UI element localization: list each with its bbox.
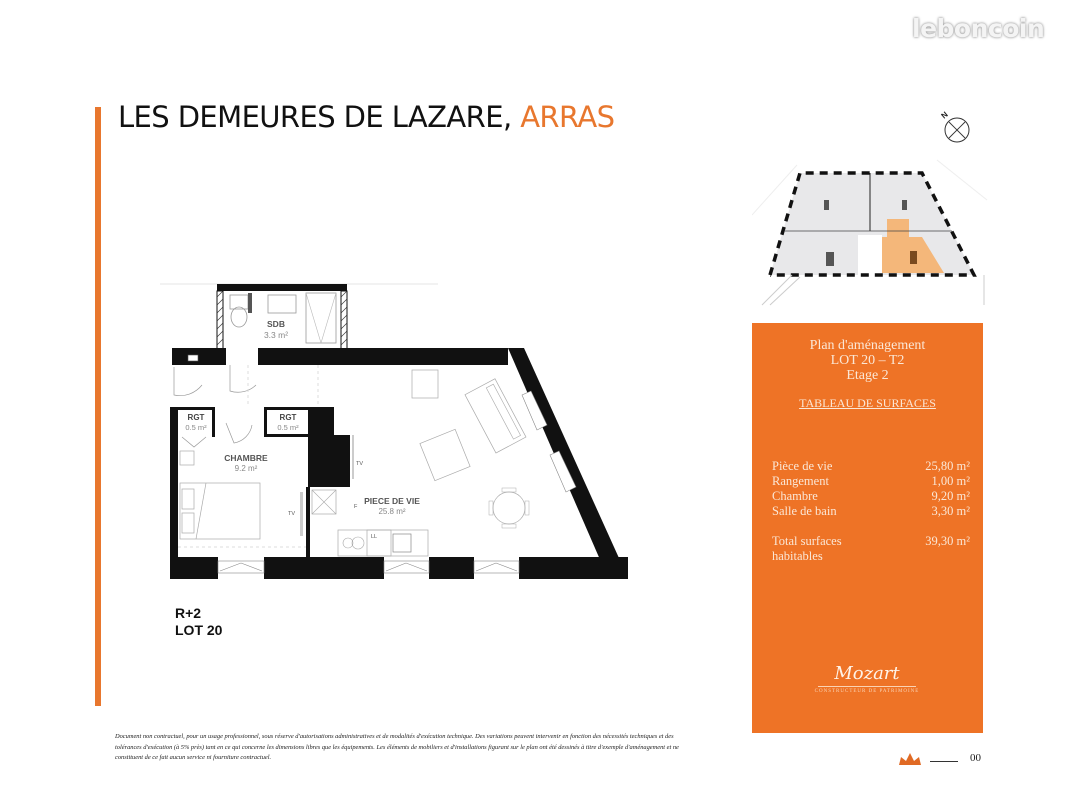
room-label-piece-de-vie: PIECE DE VIE	[364, 496, 420, 506]
row-value: 25,80 m²	[925, 459, 970, 473]
accent-bar	[95, 107, 101, 706]
tv-label-living: TV	[356, 461, 364, 467]
level-label	[175, 605, 222, 639]
lot-number: LOT 20	[175, 622, 223, 638]
floor-level: R+2	[175, 605, 202, 621]
row-value: 3,30 m²	[931, 504, 970, 518]
tv-label-chambre: TV	[287, 511, 295, 517]
table-row	[772, 504, 970, 519]
row-value: 1,00 m²	[931, 474, 970, 488]
total-row	[772, 534, 970, 564]
surfaces-table-title: TABLEAU DE SURFACES	[799, 396, 936, 410]
room-area-piece-de-vie: 25.8 m²	[378, 507, 406, 516]
fridge-label: F	[354, 504, 358, 510]
row-label: Pièce de vie	[772, 459, 833, 473]
row-label: Chambre	[772, 489, 818, 503]
lot-type: LOT 20 – T2	[830, 353, 905, 368]
table-row	[772, 474, 970, 489]
mozart-logo	[812, 663, 922, 695]
table-row	[772, 489, 970, 504]
row-label: Rangement	[772, 474, 829, 488]
room-label-chambre: CHAMBRE	[224, 453, 268, 463]
washer-label: LL	[371, 534, 378, 540]
room-area-sdb: 3.3 m²	[263, 330, 289, 340]
room-area-rgt-2: 0.5 m²	[277, 423, 299, 432]
title-city: ARRAS	[520, 100, 615, 134]
surfaces-panel	[752, 323, 983, 733]
row-value: 9,20 m²	[931, 489, 970, 503]
brand-tagline: CONSTRUCTEUR DE PATRIMOINE	[814, 689, 920, 694]
page-title	[118, 100, 614, 134]
room-label-rgt-2: RGT	[279, 413, 297, 422]
floor-plan	[160, 275, 640, 595]
legal-disclaimer: Document non contractuel, pour un usage professionnel, sous réserve d'autorisations administratives et de modalités d'exécution technique. Des variations peuvent intervenir en fonction des nécessités techniques et des tolérances d'exécution (à 5% près) tant en ce qui concerne les dimensions libres que les équipements. Les éléments de mobiliers et d'installations figurant sur le plan ont été dessinés à titre d'exemple d'aménagement et ne constituent de ce fait aucun service ni fourniture contractuel.	[115, 733, 679, 761]
leboncoin-watermark: leboncoin	[912, 14, 1045, 43]
building-key-plan	[752, 105, 992, 310]
room-label-rgt-1: RGT	[187, 413, 205, 422]
panel-header	[752, 338, 983, 383]
brand-rule	[818, 686, 916, 687]
room-area-chambre: 9.2 m²	[234, 464, 258, 473]
room-label-sdb: SDB	[267, 319, 285, 329]
page-number: 00	[970, 752, 981, 764]
footer-divider	[930, 761, 958, 762]
north-compass-icon	[940, 110, 969, 142]
total-label: Total surfaces habitables	[772, 534, 842, 563]
table-row	[772, 459, 970, 474]
crown-icon	[898, 752, 922, 766]
plan-type: Plan d'aménagement	[809, 338, 926, 353]
title-main: LES DEMEURES DE LAZARE,	[118, 100, 521, 134]
total-value: 39,30 m²	[925, 534, 970, 548]
room-area-rgt-1: 0.5 m²	[185, 423, 207, 432]
surfaces-table	[772, 459, 970, 564]
row-label: Salle de bain	[772, 504, 837, 518]
svg-text:N: N	[939, 109, 950, 121]
brand-name: Mozart	[834, 663, 900, 684]
floor: Etage 2	[846, 368, 889, 383]
